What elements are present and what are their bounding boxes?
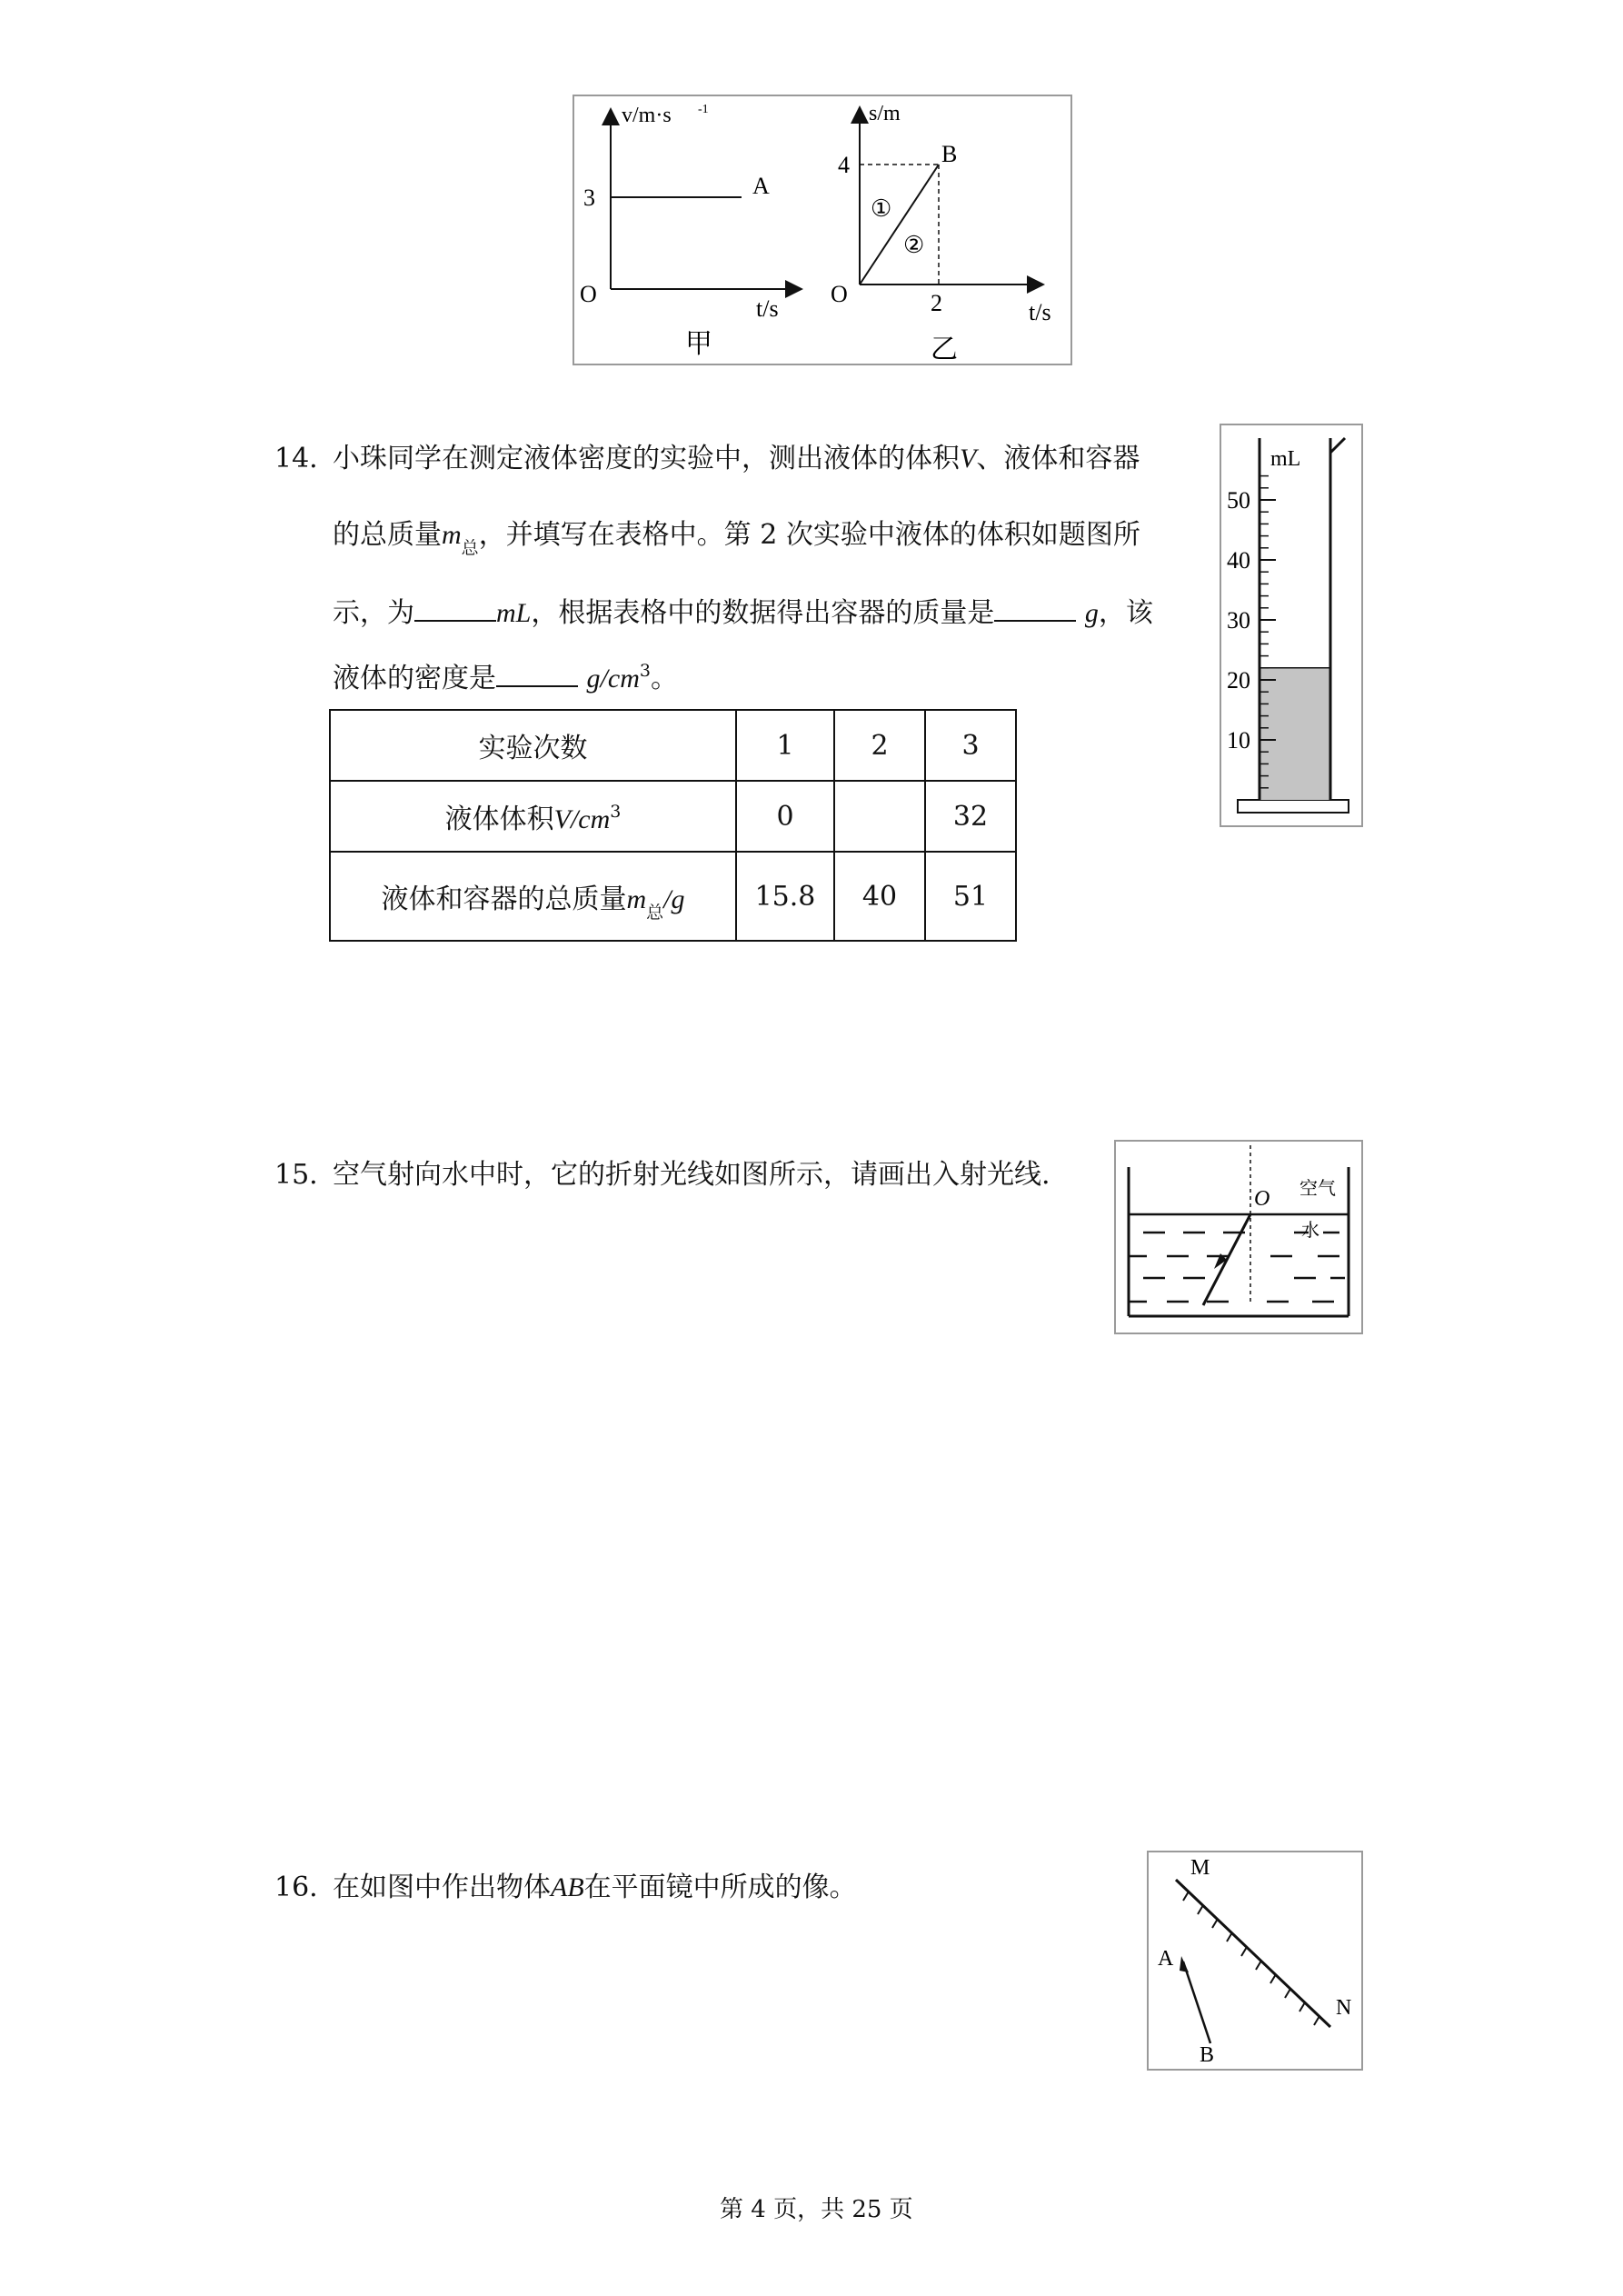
q14-line-4-text-a: 液体的密度是 [333, 663, 496, 694]
q14-mass-sub: 总 [461, 538, 479, 558]
q14-line-3-text-b: ，根据表格中的数据得出容器的质量是 [531, 597, 995, 629]
v-t-y-value: 3 [583, 185, 595, 211]
graduated-cylinder-svg [1221, 425, 1361, 825]
cylinder-mark-label: 10 [1227, 727, 1250, 754]
q14-volume-var: V [960, 444, 977, 474]
cylinder-base [1238, 800, 1349, 813]
plane-mirror-svg [1149, 1852, 1361, 2069]
air-label: 空气 [1299, 1179, 1336, 1199]
q14-mass-var: m [442, 520, 462, 550]
q14-line-1-text-b: 、液体和容器 [976, 443, 1140, 474]
point-b-label: B [941, 141, 958, 167]
cylinder-mark-label: 30 [1227, 607, 1250, 634]
q14-unit-density: g/cm [586, 664, 640, 694]
caption-jia: 甲 [685, 329, 712, 359]
v-t-y-label: v/m·s [622, 104, 672, 127]
region-1-label: ① [871, 195, 892, 222]
point-b-label: B [1200, 2043, 1215, 2067]
page-footer: 第 4 页，共 25 页 [720, 2196, 913, 2223]
v-t-x-label: t/s [756, 295, 779, 322]
caption-yi: 乙 [931, 334, 958, 364]
object-ab [1183, 1962, 1210, 2043]
table-cell: 32 [925, 781, 1016, 852]
q14-line-4 [333, 661, 678, 695]
table-header-cell: 1 [736, 710, 834, 781]
point-o-label: O [1254, 1187, 1270, 1211]
q14-line-1-text-a: 小珠同学在测定液体密度的实验中，测出液体的体积 [333, 443, 960, 474]
q16-number: 16. [274, 1872, 318, 1903]
q14-line-2-text-b: ，并填写在表格中。第 2 次实验中液体的体积如题图所 [478, 519, 1140, 551]
cylinder-mark-label: 50 [1227, 487, 1250, 514]
line-a-label: A [752, 173, 770, 199]
v-t-origin: O [580, 281, 597, 307]
point-a-label: A [1158, 1947, 1174, 1971]
water-label: 水 [1301, 1221, 1319, 1241]
displacement-line-ob [860, 165, 939, 285]
table-cell: 15.8 [736, 852, 834, 941]
q14-line-2-text-a: 的总质量 [333, 519, 442, 551]
q16-var-ab: AB [551, 1872, 584, 1902]
motion-graphs-svg [574, 96, 1070, 364]
cylinder-mark-label: 20 [1227, 667, 1250, 694]
q16-text-a: 在如图中作出物体 [333, 1872, 551, 1903]
graduated-cylinder-figure [1220, 424, 1363, 827]
refraction-figure [1114, 1140, 1363, 1334]
plane-mirror-figure [1147, 1851, 1363, 2071]
q14-blank-container-mass[interactable] [994, 598, 1076, 622]
cylinder-unit-label: mL [1270, 447, 1301, 471]
table-header-trial: 实验次数 [330, 710, 736, 781]
table-cell: 51 [925, 852, 1016, 941]
q14-line-1 [333, 445, 1140, 473]
q15-text: 空气射向水中时，它的折射光线如图所示，请画出入射光线. [333, 1159, 1050, 1191]
motion-graphs-figure [573, 95, 1072, 365]
s-t-y-value: 4 [838, 152, 850, 178]
q15-number: 15. [274, 1159, 318, 1191]
q14-line-3-text-c: ，该 [1098, 597, 1153, 629]
table-header-cell: 2 [834, 710, 925, 781]
q14-blank-density[interactable] [496, 664, 578, 687]
q14-blank-volume[interactable] [414, 598, 496, 622]
table-cell: 40 [834, 852, 925, 941]
q14-number: 14. [274, 443, 318, 474]
s-t-x-value: 2 [931, 290, 942, 316]
table-row [330, 852, 1016, 941]
region-2-label: ② [903, 232, 925, 258]
q14-unit-density-exp: 3 [639, 661, 651, 681]
q14-unit-g: g [1084, 598, 1099, 628]
table-cell: 0 [736, 781, 834, 852]
q14-line-3-text-a: 示，为 [333, 597, 414, 629]
q14-line-4-text-b: 。 [650, 663, 678, 694]
cylinder-mark-label: 40 [1227, 547, 1250, 574]
q14-line-3 [333, 598, 1153, 627]
table-label-volume: 液体体积$V/cm^3$ [330, 781, 736, 852]
s-t-origin: O [831, 281, 848, 307]
table-cell-blank[interactable] [834, 781, 925, 852]
mirror-line-mn [1176, 1880, 1330, 2027]
table-row [330, 781, 1016, 852]
q14-data-table [329, 709, 1017, 942]
refraction-svg [1116, 1142, 1361, 1333]
mirror-hatching [1183, 1892, 1319, 2025]
s-t-y-label: s/m [869, 102, 901, 125]
table-row [330, 710, 1016, 781]
table-header-cell: 3 [925, 710, 1016, 781]
s-t-x-label: t/s [1029, 299, 1051, 325]
q14-unit-ml: mL [496, 598, 532, 628]
mirror-m-label: M [1190, 1856, 1210, 1880]
table-label-mass: 液体和容器的总质量$m_总/g$ [330, 852, 736, 941]
q14-line-2 [333, 519, 1140, 558]
cylinder-liquid [1260, 668, 1330, 800]
mirror-n-label: N [1336, 1996, 1352, 2020]
v-t-y-label-exp: -1 [698, 103, 709, 116]
q16-text-b: 在平面镜中所成的像。 [583, 1872, 857, 1903]
cylinder-spout [1330, 438, 1345, 453]
object-ab-arrowhead [1180, 1956, 1189, 1972]
q16-line [333, 1874, 857, 1902]
